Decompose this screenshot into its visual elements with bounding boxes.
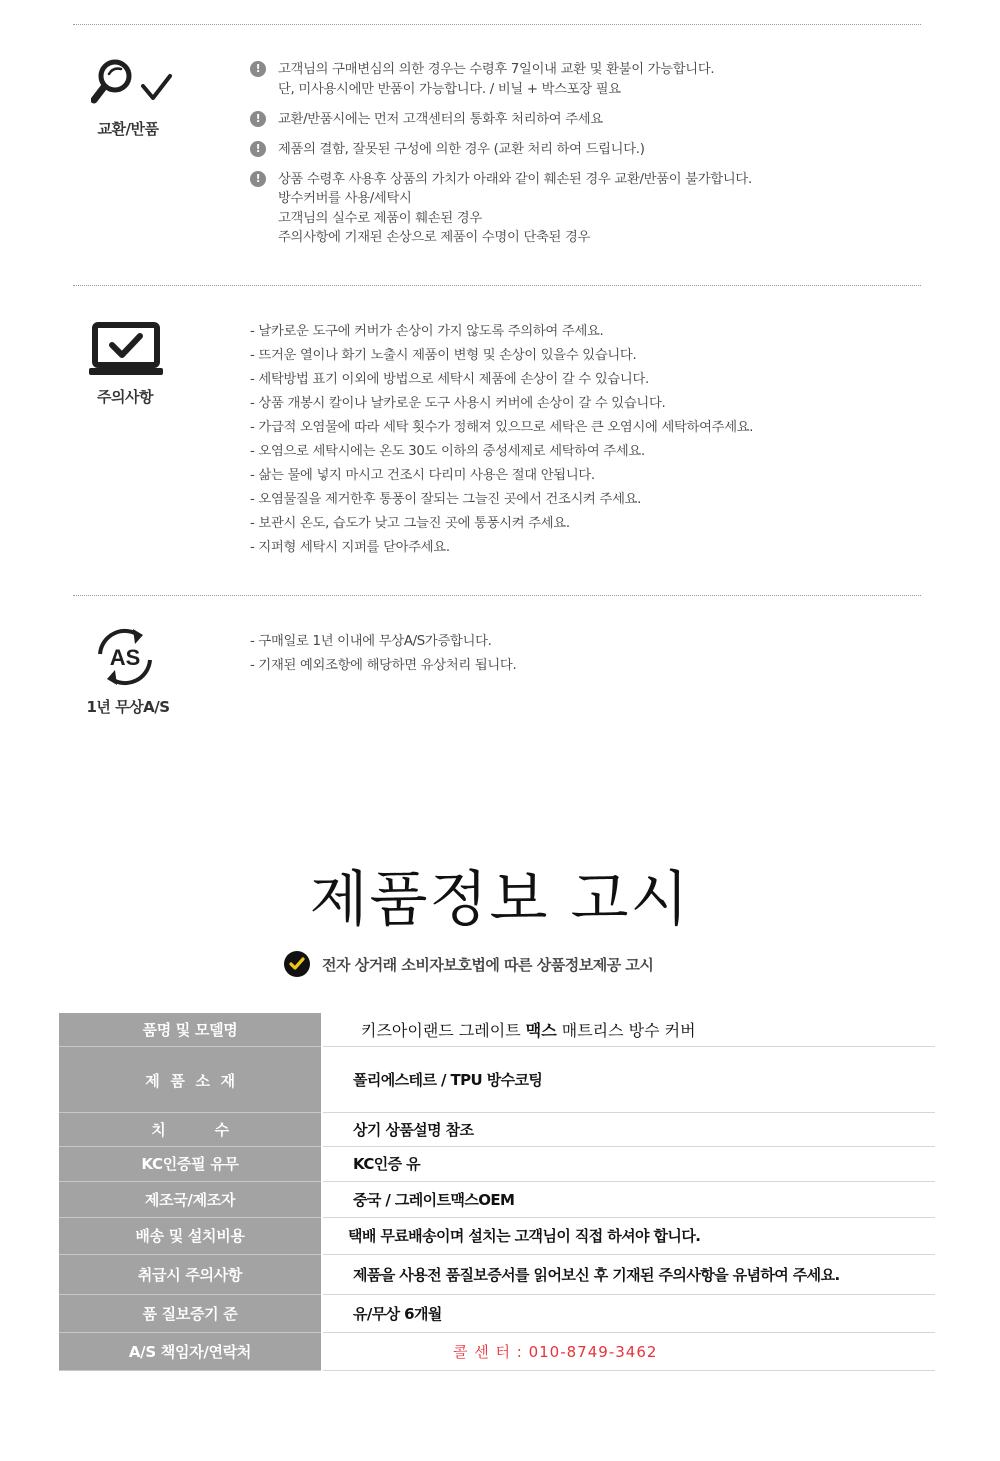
table-row: [59, 1294, 935, 1332]
row-value: 유/무상 6개월: [322, 1294, 935, 1332]
row-key: 취급시 주의사항: [59, 1254, 322, 1294]
divider: [73, 595, 921, 596]
row-key: KC인증필 유무: [59, 1146, 322, 1181]
list-item: - 날카로운 도구에 커버가 손상이 가지 않도록 주의하여 주세요.: [250, 324, 604, 339]
page-title: 제품정보 고시: [309, 865, 691, 935]
list-item: - 오염으로 세탁시에는 온도 30도 이하의 중성세제로 세탁하여 주세요.: [250, 444, 645, 459]
list-item: ! 교환/반품시에는 먼저 고객센터의 통화후 처리하여 주세요: [250, 110, 752, 130]
magnifier-check-icon: [91, 58, 173, 112]
row-value: 제품을 사용전 품질보증서를 읽어보신 후 기재된 주의사항을 유념하여 주세요.: [322, 1254, 935, 1294]
row-key: 치 수: [59, 1112, 322, 1146]
list-item: ! 상품 수령후 사용후 상품의 가치가 아래와 같이 훼손된 경우 교환/반품이 불가합니다. 방수커버를 사용/세탁시 고객님의 실수로 제품이 훼손된 경우 주의사항에 기재된 손상으로 제품이 수명이 단축된 경우: [250, 170, 752, 248]
divider: [73, 285, 921, 286]
check-circle-icon: [284, 951, 310, 977]
list-item: - 보관시 온도, 습도가 낮고 그늘진 곳에 통풍시켜 주세요.: [250, 516, 570, 531]
notice-subtitle: [284, 952, 653, 976]
list-item: ! 고객님의 구매변심의 의한 경우는 수령후 7일이내 교환 및 환불이 가능합니다. 단, 미사용시에만 반품이 가능합니다. / 비닐 + 박스포장 필요: [250, 60, 752, 99]
row-key: 품 질보증기 준: [59, 1294, 322, 1332]
caution-label: 주의사항: [97, 388, 153, 406]
table-row: [59, 1332, 935, 1370]
table-row: [59, 1181, 935, 1217]
table-row: [59, 1254, 935, 1294]
table-row: [59, 1013, 935, 1046]
table-row: [59, 1217, 935, 1254]
list-item: - 기재된 예외조항에 해당하면 유상처리 됩니다.: [250, 658, 517, 673]
row-value: KC인증 유: [322, 1146, 935, 1181]
divider: [73, 24, 921, 25]
list-item: - 상품 개봉시 칼이나 날카로운 도구 사용시 커버에 손상이 갈 수 있습니다.: [250, 396, 666, 411]
exclamation-icon: !: [250, 61, 266, 77]
row-value: 상기 상품설명 참조: [322, 1112, 935, 1146]
exclamation-icon: !: [250, 111, 266, 127]
product-info-table: [59, 1013, 935, 1371]
row-key: 품명 및 모델명: [59, 1013, 322, 1046]
table-row: [59, 1046, 935, 1112]
laptop-check-icon: [88, 322, 164, 382]
row-value: 키즈아이랜드 그레이트 맥스 매트리스 방수 커버: [322, 1013, 935, 1046]
row-value: 중국 / 그레이트맥스OEM: [322, 1181, 935, 1217]
as-icon-text: AS: [109, 645, 141, 670]
list-item: - 삶는 물에 넣지 마시고 건조시 다리미 사용은 절대 안됩니다.: [250, 468, 595, 483]
table-row: [59, 1112, 935, 1146]
warranty-list: [250, 630, 516, 678]
row-value: 택배 무료배송이며 설치는 고객님이 직접 하셔야 합니다.: [322, 1217, 935, 1254]
list-item: - 지퍼형 세탁시 지퍼를 닫아주세요.: [250, 540, 450, 555]
list-item: - 가급적 오염물에 따라 세탁 횟수가 정해져 있으므로 세탁은 큰 오염시에 세탁하여주세요.: [250, 420, 754, 435]
as-cycle-icon: [90, 624, 160, 694]
notice-subtitle-text: 전자 상거래 소비자보호법에 따른 상품정보제공 고시: [322, 955, 654, 974]
phone-number: 콜 센 터 : 010-8749-3462: [322, 1332, 935, 1370]
list-item: - 구매일로 1년 이내에 무상A/S가증합니다.: [250, 634, 492, 649]
warranty-label: 1년 무상A/S: [86, 698, 170, 716]
exchange-label: 교환/반품: [97, 120, 159, 138]
row-value: 폴리에스테르 / TPU 방수코팅: [322, 1046, 935, 1112]
list-item: ! 제품의 결함, 잘못된 구성에 의한 경우 (교환 처리 하여 드립니다.): [250, 140, 752, 160]
list-item: - 세탁방법 표기 이외에 방법으로 세탁시 제품에 손상이 갈 수 있습니다.: [250, 372, 649, 387]
list-item: - 오염물질을 제거한후 통풍이 잘되는 그늘진 곳에서 건조시켜 주세요.: [250, 492, 642, 507]
row-key: 제조국/제조자: [59, 1181, 322, 1217]
exchange-notice-list: [250, 60, 752, 258]
list-item: - 뜨거운 열이나 화기 노출시 제품이 변형 및 손상이 있을수 있습니다.: [250, 348, 637, 363]
row-key: A/S 책임자/연락처: [59, 1332, 322, 1370]
table-row: [59, 1146, 935, 1181]
exclamation-icon: !: [250, 171, 266, 187]
exclamation-icon: !: [250, 141, 266, 157]
row-key: 배송 및 설치비용: [59, 1217, 322, 1254]
row-key: 제 품 소 재: [59, 1046, 322, 1112]
caution-list: [250, 320, 753, 560]
